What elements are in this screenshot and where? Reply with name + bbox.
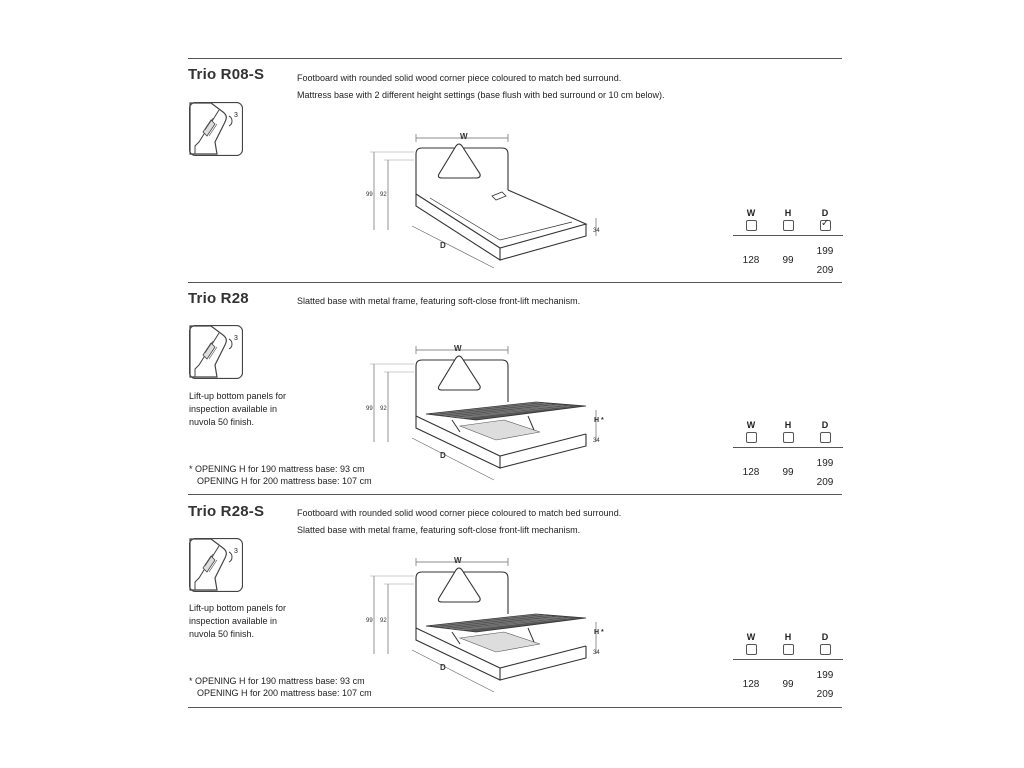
checkbox-h[interactable]	[783, 220, 794, 231]
product-description	[297, 505, 621, 539]
checkbox-d[interactable]	[820, 432, 831, 443]
side-height-label: 34	[593, 228, 600, 234]
value-d2: 209	[816, 689, 834, 700]
value-d1: 199	[816, 458, 834, 469]
header-w: W	[746, 208, 756, 218]
height-label-99: 99	[366, 618, 373, 624]
product-description	[297, 70, 665, 104]
value-h: 99	[782, 255, 794, 266]
bed-drawing	[360, 130, 610, 270]
header-d: D	[821, 632, 829, 642]
value-d1: 199	[816, 246, 834, 257]
note-line: Lift-up bottom panels for	[189, 603, 287, 613]
checkbox-w[interactable]	[746, 644, 757, 655]
section-divider-1	[188, 282, 842, 283]
bottom-rule	[188, 707, 842, 708]
header-d: D	[821, 420, 829, 430]
header-h: H	[784, 420, 792, 430]
header-h: H	[784, 632, 792, 642]
thumbnail-label: 3	[234, 335, 238, 342]
opening-height-note	[189, 463, 372, 487]
thumbnail-label: 3	[234, 548, 238, 555]
corner-detail-thumbnail	[189, 325, 243, 379]
value-d1: 199	[816, 670, 834, 681]
height-label-92: 92	[380, 406, 387, 412]
value-w: 128	[742, 679, 760, 690]
description-line: Mattress base with 2 different height settings (base flush with bed surround or 10 cm below).	[297, 90, 665, 100]
opening-line-190: * OPENING H for 190 mattress base: 93 cm	[189, 676, 365, 686]
header-w: W	[746, 420, 756, 430]
opening-height-label: H *	[594, 417, 604, 424]
dimension-table	[733, 420, 843, 490]
bed-drawing	[360, 554, 610, 694]
note-line: inspection available in	[189, 616, 278, 626]
header-w: W	[746, 632, 756, 642]
thumbnail-label: 3	[234, 112, 238, 119]
corner-detail-thumbnail	[189, 538, 243, 592]
dimension-table	[733, 208, 843, 278]
note-line: nuvola 50 finish.	[189, 629, 255, 639]
top-rule	[188, 58, 842, 59]
note-line: inspection available in	[189, 404, 278, 414]
side-height-label: 34	[593, 650, 600, 656]
table-rule	[733, 447, 843, 448]
value-d2: 209	[816, 477, 834, 488]
checkbox-h[interactable]	[783, 432, 794, 443]
product-title: Trio R28-S	[188, 503, 265, 520]
checkbox-h[interactable]	[783, 644, 794, 655]
header-d: D	[821, 208, 829, 218]
section-divider-2	[188, 494, 842, 495]
value-w: 128	[742, 467, 760, 478]
opening-line-200: OPENING H for 200 mattress base: 107 cm	[197, 476, 372, 486]
opening-height-label: H *	[594, 629, 604, 636]
lift-panel-note	[189, 602, 286, 641]
width-label: W	[460, 132, 468, 141]
value-w: 128	[742, 255, 760, 266]
note-line: nuvola 50 finish.	[189, 417, 255, 427]
width-label: W	[454, 556, 462, 565]
value-h: 99	[782, 467, 794, 478]
corner-detail-thumbnail	[189, 102, 243, 156]
description-line: Slatted base with metal frame, featuring soft-close front-lift mechanism.	[297, 525, 581, 535]
width-label: W	[454, 344, 462, 353]
height-label-99: 99	[366, 192, 373, 198]
value-h: 99	[782, 679, 794, 690]
table-rule	[733, 659, 843, 660]
opening-height-note	[189, 675, 372, 699]
opening-line-200: OPENING H for 200 mattress base: 107 cm	[197, 688, 372, 698]
value-d2: 209	[816, 265, 834, 276]
opening-line-190: * OPENING H for 190 mattress base: 93 cm	[189, 464, 365, 474]
side-height-label: 34	[593, 438, 600, 444]
product-description	[297, 293, 580, 310]
checkbox-w[interactable]	[746, 432, 757, 443]
header-h: H	[784, 208, 792, 218]
checkbox-d[interactable]	[820, 644, 831, 655]
description-line: Footboard with rounded solid wood corner piece coloured to match bed surround.	[297, 73, 622, 83]
checkbox-d[interactable]	[820, 220, 831, 231]
description-line: Slatted base with metal frame, featuring soft-close front-lift mechanism.	[297, 296, 581, 306]
bed-drawing	[360, 342, 610, 482]
table-rule	[733, 235, 843, 236]
description-line: Footboard with rounded solid wood corner piece coloured to match bed surround.	[297, 508, 622, 518]
depth-label: D	[440, 451, 446, 460]
product-title: Trio R28	[188, 290, 249, 307]
height-label-92: 92	[380, 618, 387, 624]
depth-label: D	[440, 241, 446, 250]
height-label-92: 92	[380, 192, 387, 198]
product-title: Trio R08-S	[188, 66, 265, 83]
note-line: Lift-up bottom panels for	[189, 391, 287, 401]
checkbox-w[interactable]	[746, 220, 757, 231]
dimension-table	[733, 632, 843, 702]
lift-panel-note	[189, 390, 286, 429]
depth-label: D	[440, 663, 446, 672]
height-label-99: 99	[366, 406, 373, 412]
